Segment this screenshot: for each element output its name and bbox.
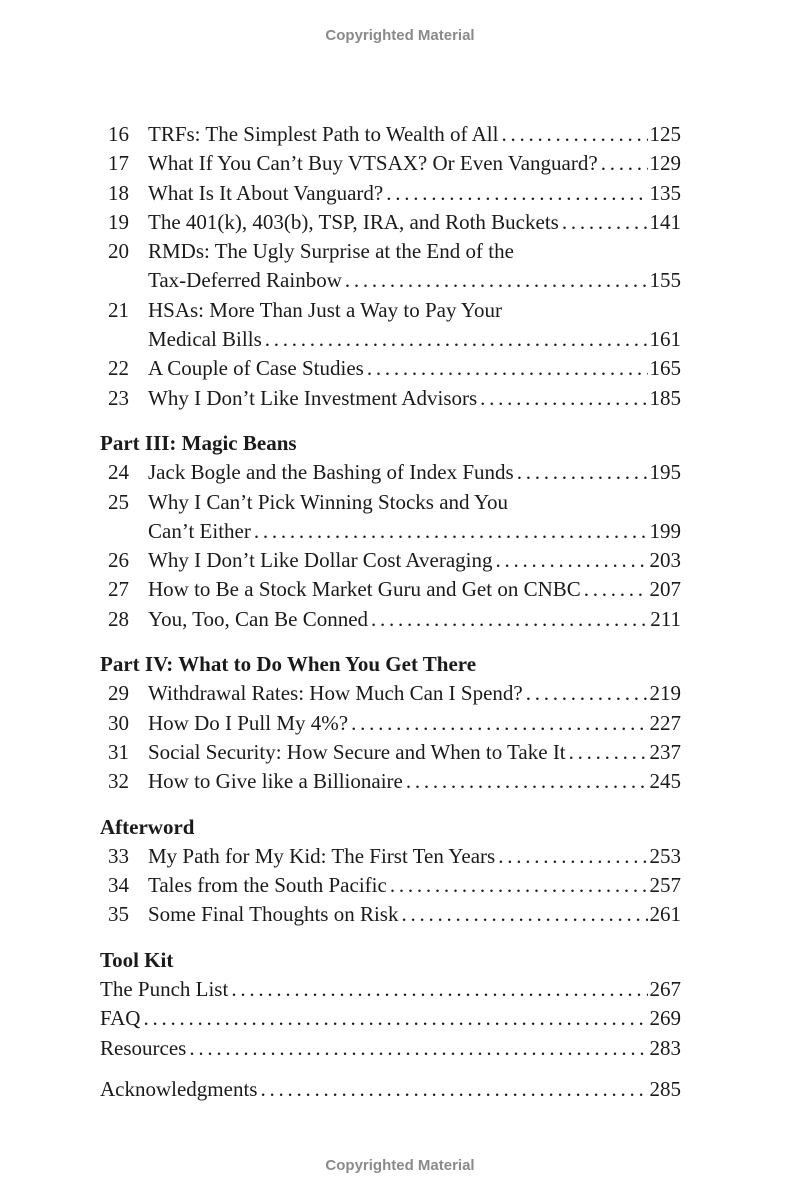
entry-title: Some Final Thoughts on Risk bbox=[148, 902, 399, 927]
entry-line bbox=[148, 325, 681, 354]
entry-title: How to Be a Stock Market Guru and Get on CNBC bbox=[148, 577, 581, 602]
toc-section-toolkit bbox=[100, 975, 681, 1063]
page-number: 245 bbox=[649, 769, 681, 794]
dot-leader bbox=[498, 120, 647, 149]
page-number: 195 bbox=[649, 460, 681, 485]
chapter-number: 35 bbox=[108, 902, 129, 927]
entry-title: Medical Bills bbox=[148, 327, 262, 352]
chapter-number: 31 bbox=[108, 739, 129, 764]
part3-heading: Part III: Magic Beans bbox=[100, 430, 297, 455]
entry-title: Acknowledgments bbox=[100, 1076, 258, 1101]
dot-leader bbox=[342, 266, 648, 295]
dot-leader bbox=[257, 1075, 647, 1104]
toc-entry-line bbox=[100, 709, 681, 738]
toc-section-part3 bbox=[100, 458, 681, 634]
entry-line bbox=[148, 709, 681, 738]
watermark-top: Copyrighted Material bbox=[325, 27, 475, 44]
dot-leader bbox=[477, 384, 647, 413]
entry-line bbox=[148, 900, 681, 929]
page-number: 207 bbox=[649, 577, 681, 602]
chapter-number: 22 bbox=[108, 356, 129, 381]
entry-title: TRFs: The Simplest Path to Wealth of All bbox=[148, 122, 499, 146]
toc-entry-line bbox=[100, 384, 681, 413]
chapter-number: 28 bbox=[108, 606, 129, 631]
toc-entry-line bbox=[100, 546, 681, 575]
entry-title: How Do I Pull My 4%? bbox=[148, 710, 349, 735]
toc-section-afterword bbox=[100, 842, 681, 930]
page-number: 129 bbox=[649, 151, 681, 176]
toc-entry-line bbox=[100, 679, 681, 708]
toc-entry-line bbox=[100, 1004, 681, 1033]
entry-title: What Is It About Vanguard? bbox=[148, 180, 384, 205]
chapter-number: 23 bbox=[108, 385, 129, 410]
entry-title: Why I Don’t Like Investment Advisors bbox=[148, 385, 478, 410]
entry-title: Resources bbox=[100, 1035, 187, 1060]
entry-line bbox=[100, 975, 681, 1004]
entry-line bbox=[148, 679, 681, 708]
page-number: 155 bbox=[649, 268, 681, 293]
entry-title: The 401(k), 403(b), TSP, IRA, and Roth Buckets bbox=[148, 209, 559, 234]
entry-title: Why I Can’t Pick Winning Stocks and You bbox=[148, 489, 509, 514]
toc-entry-line bbox=[100, 237, 681, 266]
dot-leader bbox=[523, 679, 648, 708]
toc-entry-line bbox=[100, 900, 681, 929]
entry-line bbox=[148, 546, 681, 575]
entry-line bbox=[100, 1034, 681, 1063]
toc-section-part4 bbox=[100, 679, 681, 796]
chapter-number: 17 bbox=[108, 151, 129, 176]
toc-entry-line bbox=[100, 975, 681, 1004]
page-number: 285 bbox=[649, 1076, 681, 1101]
entry-line bbox=[148, 605, 681, 634]
toc-entry-line bbox=[100, 488, 681, 517]
toc-entry-line bbox=[100, 266, 681, 295]
page-number: 267 bbox=[649, 977, 681, 1002]
dot-leader bbox=[514, 458, 648, 487]
entry-line bbox=[148, 842, 681, 871]
dot-leader bbox=[140, 1004, 647, 1033]
entry-line bbox=[148, 179, 681, 208]
chapter-number: 18 bbox=[108, 180, 129, 205]
dot-leader bbox=[403, 767, 648, 796]
chapter-number: 21 bbox=[108, 297, 129, 322]
table-of-contents bbox=[100, 120, 681, 1104]
chapter-number: 20 bbox=[108, 239, 129, 264]
entry-title: Jack Bogle and the Bashing of Index Funds bbox=[148, 460, 514, 485]
dot-leader bbox=[493, 546, 648, 575]
entry-title: My Path for My Kid: The First Ten Years bbox=[148, 843, 496, 868]
dot-leader bbox=[186, 1034, 647, 1063]
chapter-number: 34 bbox=[108, 873, 129, 898]
entry-title: FAQ bbox=[100, 1006, 141, 1031]
toc-section-part2-continued bbox=[100, 120, 681, 413]
toc-entry-line bbox=[100, 605, 681, 634]
entry-title: Can’t Either bbox=[148, 518, 251, 543]
entry-line bbox=[148, 266, 681, 295]
toc-entry-line bbox=[100, 575, 681, 604]
toc-entry-line bbox=[100, 325, 681, 354]
page-number: 165 bbox=[649, 356, 681, 381]
afterword-heading: Afterword bbox=[100, 814, 195, 839]
chapter-number: 30 bbox=[108, 710, 129, 735]
entry-title: You, Too, Can Be Conned bbox=[148, 606, 369, 631]
dot-leader bbox=[364, 354, 648, 383]
chapter-number: 27 bbox=[108, 577, 129, 602]
entry-title: Why I Don’t Like Dollar Cost Averaging bbox=[148, 548, 493, 573]
entry-line bbox=[148, 120, 681, 149]
page-number: 125 bbox=[649, 122, 681, 146]
entry-line bbox=[100, 1004, 681, 1033]
entry-line bbox=[148, 575, 681, 604]
dot-leader bbox=[368, 605, 648, 634]
entry-title: Tales from the South Pacific bbox=[148, 873, 387, 898]
chapter-number: 26 bbox=[108, 548, 129, 573]
toc-entry-line bbox=[100, 517, 681, 546]
toc-entry-line bbox=[100, 149, 681, 178]
toc-entry-line bbox=[100, 458, 681, 487]
chapter-number: 32 bbox=[108, 769, 129, 794]
page-number: 269 bbox=[649, 1006, 681, 1031]
page-number: 141 bbox=[649, 209, 681, 234]
entry-title: Withdrawal Rates: How Much Can I Spend? bbox=[148, 681, 523, 706]
toolkit-heading: Tool Kit bbox=[100, 947, 174, 972]
chapter-number: 24 bbox=[108, 460, 129, 485]
toc-entry-line bbox=[100, 738, 681, 767]
dot-leader bbox=[581, 575, 648, 604]
dot-leader bbox=[559, 208, 648, 237]
page-number: 161 bbox=[649, 327, 681, 352]
chapter-number: 19 bbox=[108, 209, 129, 234]
entry-line bbox=[148, 237, 681, 266]
entry-line bbox=[148, 354, 681, 383]
page-number: 211 bbox=[650, 606, 681, 631]
entry-title: The Punch List bbox=[100, 977, 229, 1002]
entry-line bbox=[148, 458, 681, 487]
toc-entry-line bbox=[100, 120, 681, 149]
entry-line bbox=[148, 517, 681, 546]
entry-line bbox=[148, 738, 681, 767]
dot-leader bbox=[383, 179, 647, 208]
toc-entry-line bbox=[100, 842, 681, 871]
page-number: 237 bbox=[649, 739, 681, 764]
chapter-number: 25 bbox=[108, 489, 129, 514]
entry-line bbox=[148, 384, 681, 413]
page-number: 253 bbox=[649, 843, 681, 868]
watermark-bottom: Copyrighted Material bbox=[325, 1157, 475, 1174]
dot-leader bbox=[566, 738, 648, 767]
entry-title: How to Give like a Billionaire bbox=[148, 769, 403, 794]
dot-leader bbox=[228, 975, 647, 1004]
entry-title: What If You Can’t Buy VTSAX? Or Even Vanguard? bbox=[148, 151, 598, 176]
page-number: 185 bbox=[649, 385, 681, 410]
entry-title: Social Security: How Secure and When to Take It bbox=[148, 739, 566, 764]
entry-title: A Couple of Case Studies bbox=[148, 356, 364, 381]
page-number: 219 bbox=[649, 681, 681, 706]
dot-leader bbox=[387, 871, 648, 900]
entry-line bbox=[148, 767, 681, 796]
entry-line bbox=[148, 871, 681, 900]
entry-title: RMDs: The Ugly Surprise at the End of the bbox=[148, 239, 514, 264]
toc-entry-line bbox=[100, 871, 681, 900]
entry-line bbox=[148, 149, 681, 178]
dot-leader bbox=[251, 517, 648, 546]
dot-leader bbox=[262, 325, 648, 354]
entry-line bbox=[148, 208, 681, 237]
chapter-number: 33 bbox=[108, 843, 129, 868]
page-number: 283 bbox=[649, 1035, 681, 1060]
page-number: 261 bbox=[649, 902, 681, 927]
entry-title: HSAs: More Than Just a Way to Pay Your bbox=[148, 297, 502, 322]
toc-entry-line bbox=[100, 1034, 681, 1063]
dot-leader bbox=[495, 842, 647, 871]
part4-heading: Part IV: What to Do When You Get There bbox=[100, 652, 477, 677]
entry-line bbox=[148, 296, 681, 325]
entry-line bbox=[148, 488, 681, 517]
entry-title: Tax-Deferred Rainbow bbox=[148, 268, 342, 293]
chapter-number: 29 bbox=[108, 681, 129, 706]
dot-leader bbox=[398, 900, 647, 929]
toc-entry-acknowledgments bbox=[100, 1075, 681, 1104]
toc-entry-line bbox=[100, 179, 681, 208]
toc-entry-line bbox=[100, 354, 681, 383]
toc-entry-line bbox=[100, 208, 681, 237]
page-number: 203 bbox=[649, 548, 681, 573]
dot-leader bbox=[348, 709, 647, 738]
page-number: 257 bbox=[649, 873, 681, 898]
page-number: 135 bbox=[649, 180, 681, 205]
page-number: 199 bbox=[649, 518, 681, 543]
toc-entry-line bbox=[100, 296, 681, 325]
toc-entry-line bbox=[100, 767, 681, 796]
page-number: 227 bbox=[649, 710, 681, 735]
chapter-number: 16 bbox=[108, 122, 129, 146]
dot-leader bbox=[598, 149, 648, 178]
